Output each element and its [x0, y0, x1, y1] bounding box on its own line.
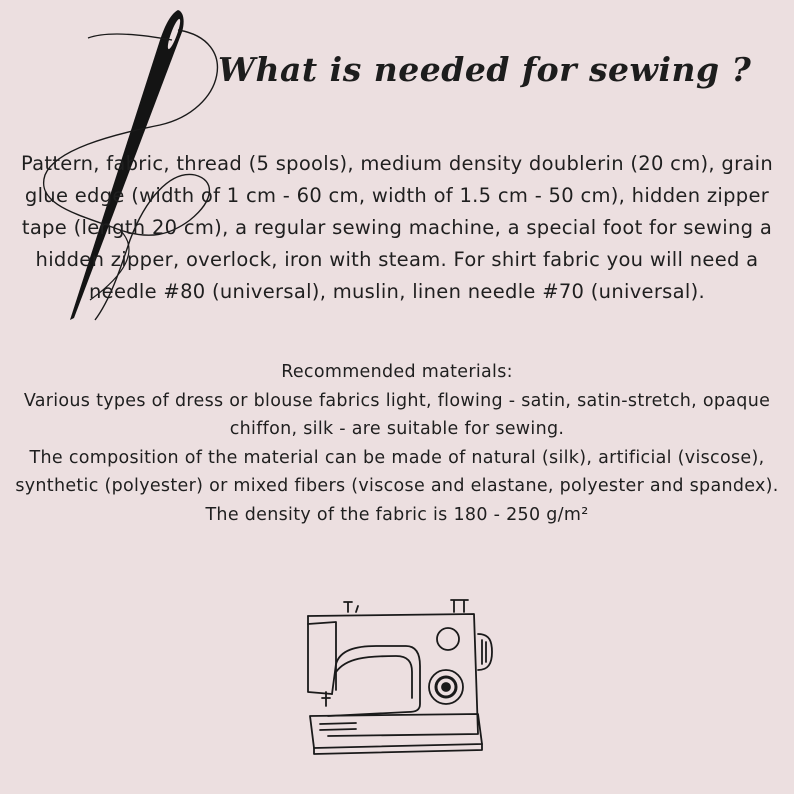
- recommended-composition: The composition of the material can be made of natural (silk), artificial (viscose), synthetic (polyester) or mixed fibers (viscose and elastane, polyester and spandex).: [15, 447, 779, 496]
- recommended-density: The density of the fabric is 180 - 250 g/m²: [205, 504, 589, 525]
- recommended-materials: [14, 358, 780, 529]
- recommended-heading: Recommended materials:: [281, 362, 513, 382]
- intro-paragraph: Pattern, fabric, thread (5 spools), medium density doublerin (20 cm), grain glue edge (width of 1 cm - 60 cm, width of 1.5 cm - 50 cm), hidden zipper tape (length 20 cm), a regular sewing machine, a special foot for sewing a hidden zipper, overlock, iron with steam. For shirt fabric you will need a needle #80 (universal), muslin, linen needle #70 (universal).: [20, 152, 774, 303]
- sewing-machine-icon: [296, 594, 496, 764]
- recommended-fabrics: Various types of dress or blouse fabrics light, flowing - satin, satin-stretch, opaque chiffon, silk - are suitable for sewing.: [23, 390, 771, 439]
- page-title: What is needed for sewing ?: [218, 50, 752, 89]
